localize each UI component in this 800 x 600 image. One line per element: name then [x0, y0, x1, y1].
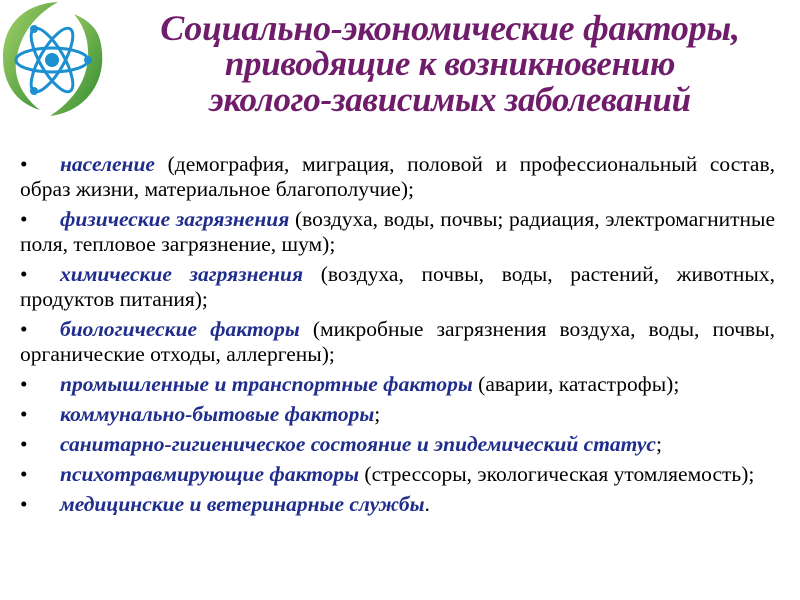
list-item [20, 207, 775, 257]
bullet-icon: • [20, 262, 28, 286]
slide-title [100, 10, 800, 118]
item-text: (воздуха, почвы, воды, растений, животных, продуктов питания); [20, 262, 775, 311]
item-text: ; [374, 402, 381, 426]
item-text: . [424, 492, 430, 516]
item-term: санитарно-гигиеническое состояние и эпидемический статус [60, 432, 656, 456]
bullet-icon: • [20, 152, 28, 176]
list-item [20, 317, 775, 367]
item-term: психотравмирующие факторы [60, 462, 360, 486]
item-term: коммунально-бытовые факторы [60, 402, 375, 426]
list-item [20, 462, 775, 487]
list-item [20, 152, 775, 202]
title-line-3: эколого-зависимых заболеваний [209, 80, 691, 119]
item-term: химические загрязнения [60, 262, 304, 286]
item-term: промышленные и транспортные факторы [60, 372, 473, 396]
item-text: (аварии, катастрофы); [472, 372, 680, 396]
item-text: (демография, миграция, половой и профессиональный состав, образ жизни, материальное благополучие); [20, 152, 775, 201]
item-term: население [60, 152, 155, 176]
item-text: (воздуха, воды, почвы; радиация, электромагнитные поля, тепловое загрязнение, шум); [20, 207, 775, 256]
item-text: (стрессоры, экологическая утомляемость); [359, 462, 755, 486]
list-item [20, 492, 775, 517]
item-text: (микробные загрязнения воздуха, воды, почвы, органические отходы, аллергены); [20, 317, 775, 366]
bullet-icon: • [20, 372, 28, 396]
factor-list [20, 152, 775, 522]
bullet-icon: • [20, 432, 28, 456]
list-item [20, 432, 775, 457]
bullet-icon: • [20, 402, 28, 426]
item-term: физические загрязнения [60, 207, 290, 231]
item-term: медицинские и ветеринарные службы [60, 492, 425, 516]
title-line-1: Социально-экономические факторы, [160, 8, 740, 48]
list-item [20, 402, 775, 427]
bullet-icon: • [20, 207, 28, 231]
atom-leaf-logo-icon [0, 0, 104, 118]
title-line-2: приводящие к возникновению [224, 44, 676, 83]
bullet-icon: • [20, 317, 28, 341]
bullet-icon: • [20, 462, 28, 486]
list-item [20, 372, 775, 397]
item-term: биологические факторы [60, 317, 300, 341]
bullet-icon: • [20, 492, 28, 516]
list-item [20, 262, 775, 312]
item-text: ; [655, 432, 662, 456]
